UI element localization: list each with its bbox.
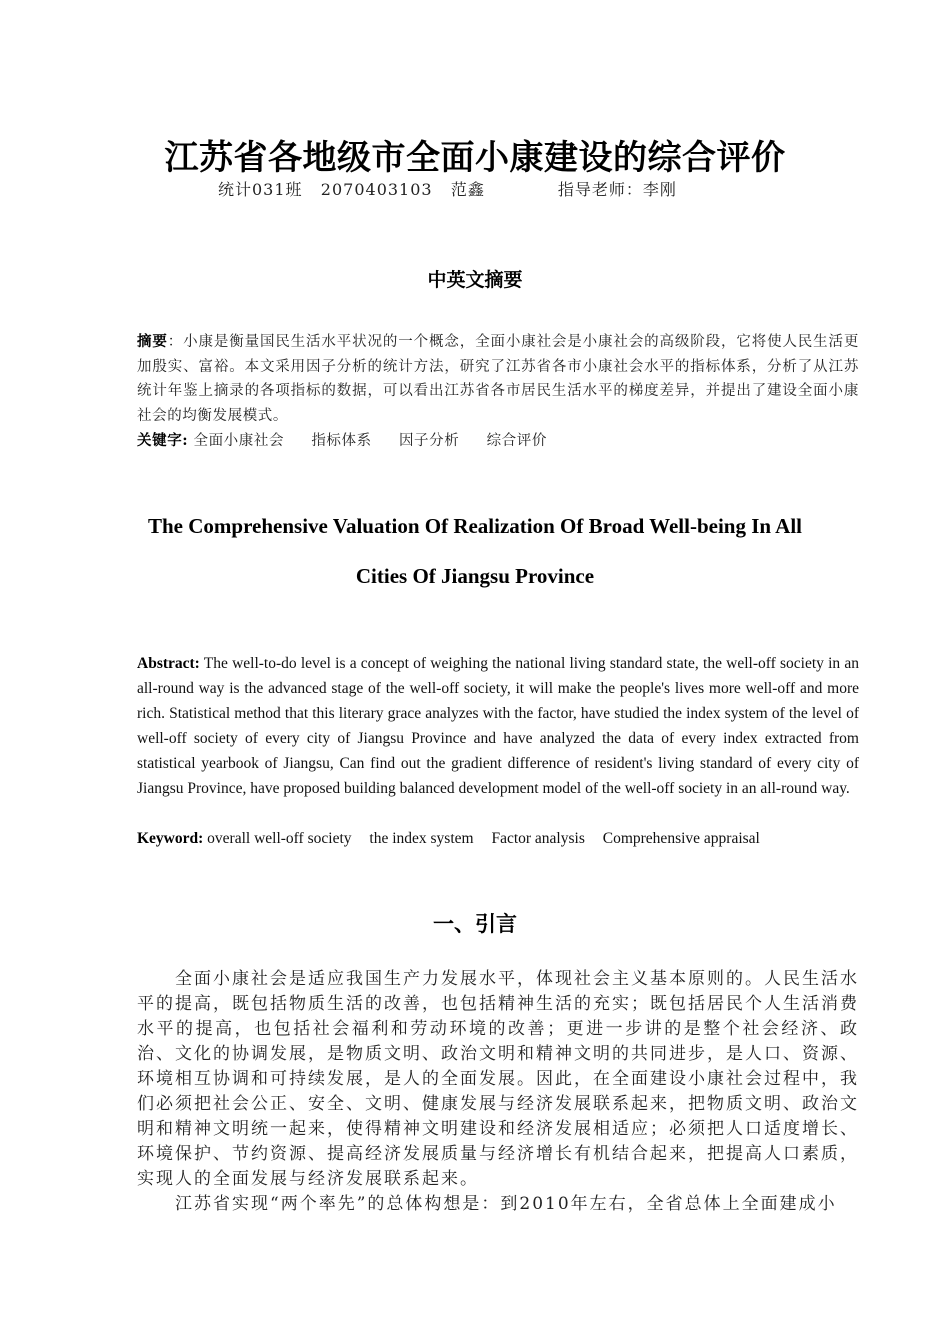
english-keyword: the index system <box>369 830 474 847</box>
english-abstract-text: The well-to-do level is a concept of weighing the national living standard state, the well-off society in an all-round way is the advanced stage of the well-off society, it will make the people's lives more well-off and more rich. Statistical method that this literary grace analyzes with the factor, have studied the index system of the level of well-off society of every city of Jiangsu Province and have analyzed the data of every index extracted from statistical yearbook of Jiangsu, Can find out the gradient difference of resident's living standard of every city of Jiangsu Province, have proposed building balanced development model of the well-off society in an all-round way. <box>137 655 859 797</box>
chinese-keyword: 因子分析 <box>398 433 460 449</box>
english-keywords-label: Keyword: <box>137 830 204 847</box>
paper-title: 江苏省各地级市全面小康建设的综合评价 <box>164 138 786 178</box>
english-title-line-1: The Comprehensive Valuation Of Realization Of Broad Well-being In All <box>148 514 802 538</box>
english-abstract <box>137 651 859 801</box>
chinese-keyword: 全面小康社会 <box>193 433 285 449</box>
english-title-line-2: Cities Of Jiangsu Province <box>355 564 595 588</box>
section-heading-introduction: 一、引言 <box>433 912 517 936</box>
english-keywords <box>137 826 859 851</box>
english-keyword: Comprehensive appraisal <box>602 830 760 847</box>
abstract-heading: 中英文摘要 <box>427 269 523 291</box>
body-paragraph: 江苏省实现“两个率先”的总体构想是：到2010年左右，全省总体上全面建成小 <box>175 1194 837 1214</box>
chinese-keywords-label: 关键字: <box>137 432 189 449</box>
english-keyword: overall well-off society <box>207 830 352 847</box>
author-byline: 统计031班 2070403103 范鑫 指导老师：李刚 <box>218 180 677 199</box>
english-keyword: Factor analysis <box>491 830 585 847</box>
chinese-keywords <box>137 429 859 454</box>
chinese-abstract <box>137 330 859 428</box>
chinese-abstract-text: ：小康是衡量国民生活水平状况的一个概念，全面小康社会是小康社会的高级阶段，它将使人民生活更加殷实、富裕。本文采用因子分析的统计方法，研究了江苏省各市小康社会水平的指标体系，分析了从江苏统计年鉴上摘录的各项指标的数据，可以看出江苏省各市居民生活水平的梯度差异，并提出了建设全面小康社会的均衡发展模式。 <box>137 334 860 424</box>
body-paragraph: 全面小康社会是适应我国生产力发展水平，体现社会主义基本原则的。人民生活水平的提高，既包括物质生活的改善，也包括精神生活的充实；既包括居民个人生活消费水平的提高，也包括社会福利和劳动环境的改善；更进一步讲的是整个社会经济、政治、文化的协调发展，是物质文明、政治文明和精神文明的共同进步，是人口、资源、环境相互协调和可持续发展，是人的全面发展。因此，在全面建设小康社会过程中，我们必须把社会公正、安全、文明、健康发展与经济发展联系起来，把物质文明、政治文明和精神文明统一起来，使得精神文明建设和经济发展相适应；必须把人口适度增长、环境保护、节约资源、提高经济发展质量与经济增长有机结合起来，把提高人口素质，实现人的全面发展与经济发展联系起来。 <box>137 969 859 1189</box>
chinese-keyword: 指标体系 <box>311 433 372 449</box>
chinese-abstract-label: 摘要 <box>137 333 168 350</box>
chinese-keyword: 综合评价 <box>486 433 547 449</box>
english-abstract-label: Abstract: <box>137 655 200 672</box>
